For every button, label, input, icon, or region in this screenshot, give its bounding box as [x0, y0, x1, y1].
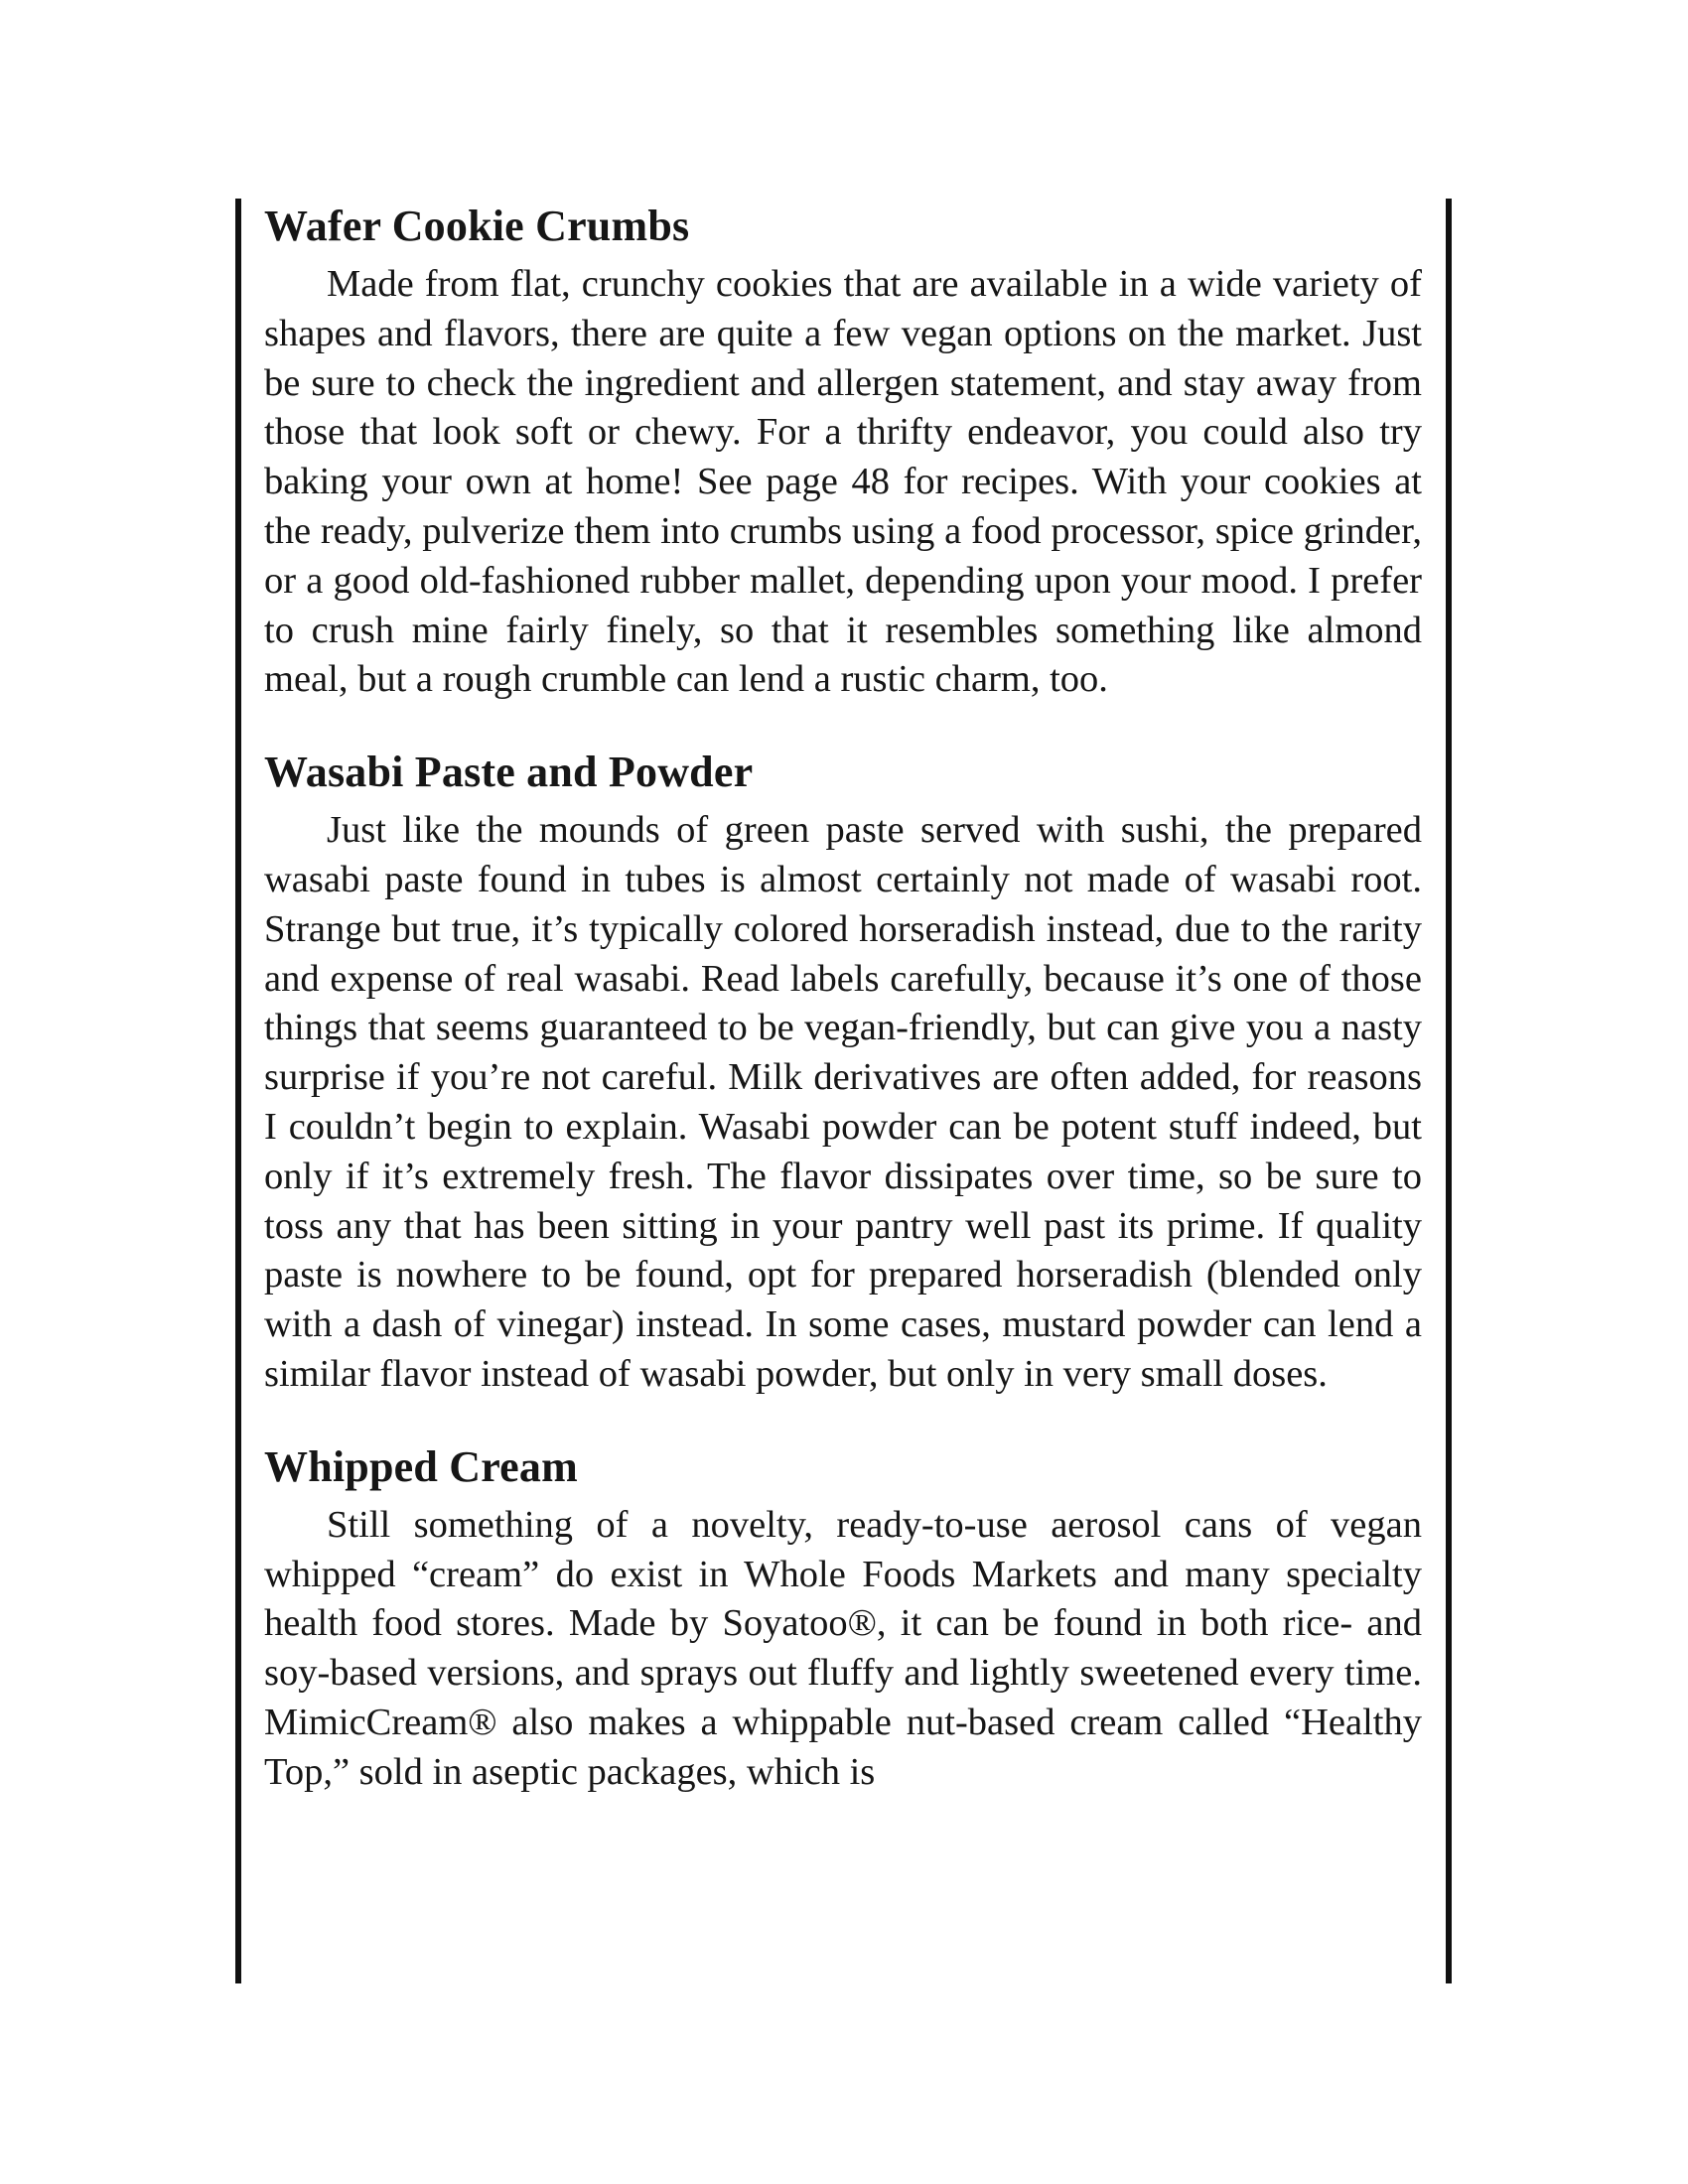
section-paragraph: Made from flat, crunchy cookies that are available in a wide variety of shapes and flavors, there are quite a few vegan options on the market. Just be sure to check the ingredient and allergen statement, and stay away from those that look soft or chewy. For a thrifty endeavor, you could also try baking your own at home! See page 48 for recipes. With your cookies at the ready, pulverize them into crumbs using a food processor, spice grinder, or a good old-fashioned rubber mallet, depending upon your mood. I prefer to crush mine fairly finely, so that it resembles something like almond meal, but a rough crumble can lend a rustic charm, too.	[264, 263, 1422, 701]
section-whipped-cream	[264, 1439, 1422, 1798]
section-wasabi-paste-and-powder	[264, 745, 1422, 1400]
section-wafer-cookie-crumbs	[264, 199, 1422, 705]
right-margin-rule	[1446, 199, 1452, 1983]
section-heading: Whipped Cream	[264, 1441, 578, 1491]
left-margin-rule	[235, 199, 241, 1983]
section-heading: Wafer Cookie Crumbs	[264, 202, 690, 250]
section-paragraph: Just like the mounds of green paste served with sushi, the prepared wasabi paste found in tubes is almost certainly not made of wasabi root. Strange but true, it’s typically colored horseradish instead, due to the rarity and expense of real wasabi. Read labels carefully, because it’s one of those things that seems guaranteed to be vegan-friendly, but can give you a nasty surprise if you’re not careful. Milk derivatives are often added, for reasons I couldn’t begin to explain. Wasabi powder can be potent stuff indeed, but only if it’s extremely fresh. The flavor dissipates over time, so be sure to toss any that has been sitting in your pantry well past its prime. If quality paste is nowhere to be found, opt for prepared horseradish (blended only with a dash of vinegar) instead. In some cases, mustard powder can lend a similar flavor instead of wasabi powder, but only in very small doses.	[264, 809, 1422, 1395]
section-paragraph: Still something of a novelty, ready-to-use aerosol cans of vegan whipped “cream” do exist in Whole Foods Markets and many specialty health food stores. Made by Soyatoo®, it can be found in both rice- and soy-based versions, and sprays out fluffy and lightly sweetened every time. MimicCream® also makes a whippable nut-based cream called “Healthy Top,” sold in aseptic packages, which is	[264, 1503, 1422, 1793]
section-heading: Wasabi Paste and Powder	[264, 748, 754, 797]
page-content	[264, 199, 1422, 1798]
